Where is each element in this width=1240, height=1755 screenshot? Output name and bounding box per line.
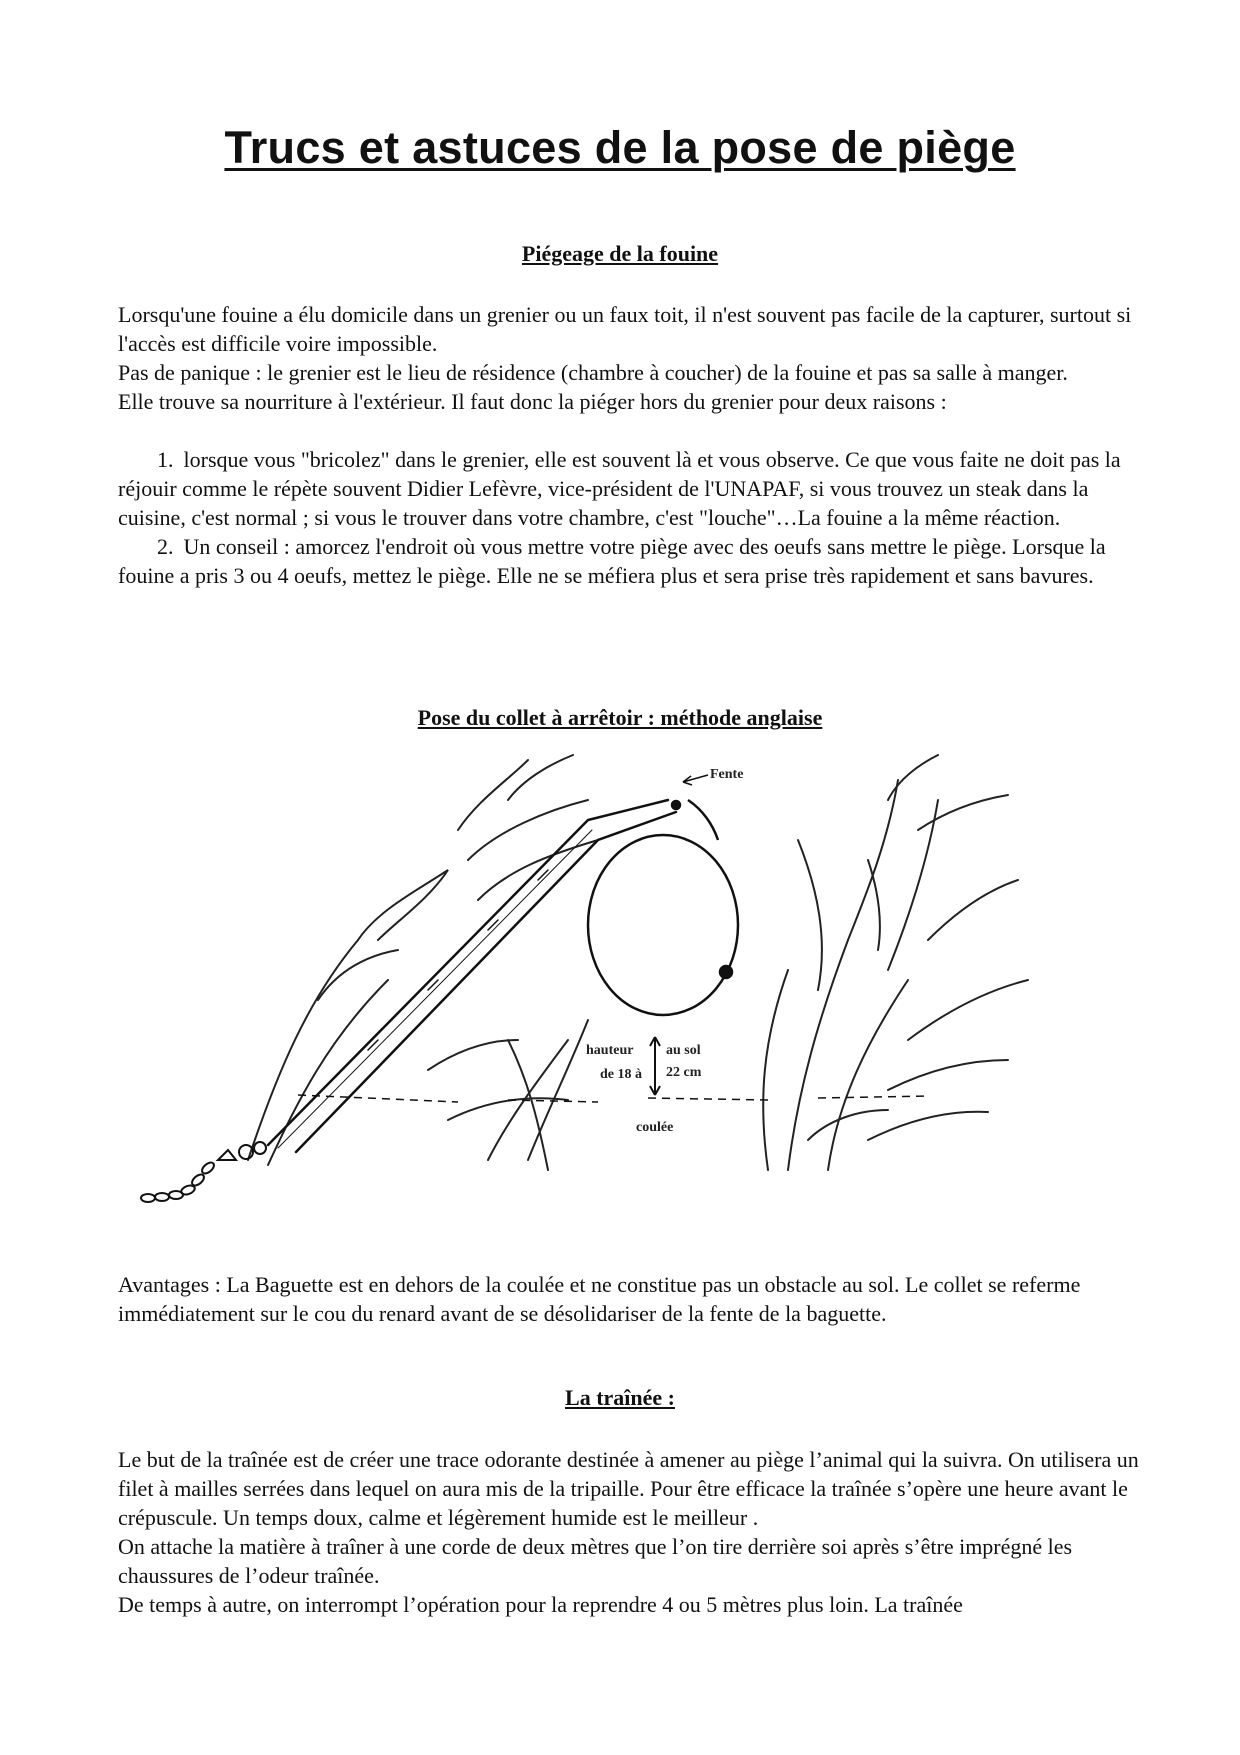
stick [268, 800, 676, 1152]
chain [141, 1142, 266, 1202]
grass-stroke [528, 1020, 588, 1160]
label-ausol: au sol [666, 1043, 701, 1058]
collet-drawing [128, 740, 1058, 1240]
grass-stroke [318, 950, 398, 1000]
paragraph: Pas de panique : le grenier est le lieu de résidence (chambre à coucher) de la fouine et pas sa salle à manger. [118, 360, 1068, 385]
label-hauteur: hauteur [586, 1043, 634, 1058]
paragraph: Le but de la traînée est de créer une trace odorante destinée à amener au piège l’animal qui la suivra. On utilisera un filet à mailles serrées dans lequel on aura mis de la tripaille. Pour être efficace la traînée s’opère une heure avant le crépuscule. Un temps doux, calme et légèrement humide est le meilleur . [118, 1447, 1139, 1530]
label-22cm: 22 cm [666, 1065, 702, 1080]
section-heading-collet: Pose du collet à arrêtoir : méthode anglaise [417, 705, 823, 730]
list-text: Un conseil : amorcez l'endroit où vous mettre votre piège avec des oeufs sans mettre le piège. Lorsque la fouine a pris 3 ou 4 oeufs, mettez le piège. Elle ne se méfiera plus et sera prise très rapidement et sans bavures. [118, 534, 1106, 588]
advantages-paragraph [118, 1270, 1158, 1328]
list-number: 1. [157, 447, 174, 472]
grass-stroke [468, 800, 588, 860]
grass-stroke [508, 755, 573, 800]
section-heading-fouine: Piégeage de la fouine [521, 241, 719, 266]
label-de18a: de 18 à [600, 1067, 642, 1082]
snare-loop [588, 800, 738, 1015]
grass-stroke [788, 940, 848, 1170]
ground-line [298, 1095, 928, 1102]
grass-stroke [798, 840, 822, 990]
collet-illustration [128, 740, 1058, 1240]
list-item [118, 445, 1158, 532]
paragraph: Avantages : La Baguette est en dehors de la coulée et ne constitue pas un obstacle au sol. Le collet se referme immédiatement sur le cou du renard avant de se désolidariser de la fente de la baguette. [118, 1272, 1081, 1326]
document-title: Trucs et astuces de la pose de piège [224, 122, 1016, 173]
grass-stroke [508, 1040, 548, 1170]
grass-stroke [928, 880, 1018, 940]
list-text: lorsque vous "bricolez" dans le grenier, elle est souvent là et vous observe. Ce que vous faite ne doit pas la réjouir comme le répète souvent Didier Lefèvre, vice-président de l'UNAPAF, si vous trouvez un steak dans la cuisine, c'est normal ; si vous le trouver dans votre chambre, c'est "louche"…La fouine a la même réaction. [118, 447, 1121, 530]
grass-stroke [918, 795, 1008, 830]
list-item [118, 532, 1158, 590]
grass-stroke [888, 800, 938, 970]
grass-stroke [358, 870, 448, 940]
grass-stroke [763, 970, 788, 1170]
paragraph: De temps à autre, on interrompt l’opération pour la reprendre 4 ou 5 mètres plus loin. La traînée [118, 1592, 963, 1617]
label-fente: Fente [710, 767, 744, 782]
grass-stroke [908, 980, 1028, 1040]
paragraph: Elle trouve sa nourriture à l'extérieur. Il faut donc la piéger hors du grenier pour deux raisons : [118, 389, 947, 414]
paragraph: On attache la matière à traîner à une corde de deux mètres que l’on tire derrière soi après s’être imprégné les chaussures de l’odeur traînée. [118, 1534, 1073, 1588]
grass-stroke [828, 980, 908, 1170]
grass-stroke [868, 1112, 988, 1140]
section-trainee-body [118, 1445, 1158, 1619]
section-heading-trainee: La traînée : [565, 1385, 675, 1410]
grass-stroke [888, 1060, 1008, 1090]
grass-stroke [428, 1040, 518, 1070]
grass-stroke [268, 980, 388, 1165]
grass-stroke [458, 760, 528, 830]
section-fouine-body [118, 300, 1158, 590]
list-number: 2. [157, 534, 174, 559]
paragraph: Lorsqu'une fouine a élu domicile dans un grenier ou un faux toit, il n'est souvent pas facile de la capturer, surtout si l'accès est difficile voire impossible. [118, 302, 1132, 356]
grass-stroke [848, 780, 898, 940]
height-arrow [650, 1037, 660, 1095]
label-coulee: coulée [636, 1120, 674, 1135]
